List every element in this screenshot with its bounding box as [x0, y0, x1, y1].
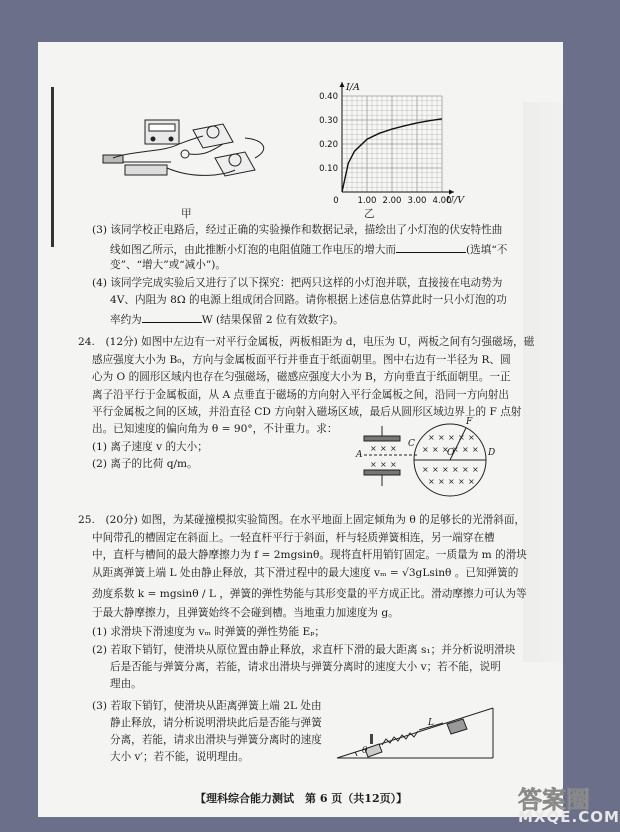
fig24-label-O: O — [447, 448, 455, 458]
fig24-label-C: C — [408, 439, 415, 449]
p25-question-2-line-1: (2) 若取下销钉，使滑块从原位置由静止释放，求直杆下滑的最大距离 s₁；并分析说明滑块 — [92, 644, 516, 656]
svg-text:×: × — [462, 465, 469, 474]
watermark-logo-text: 答案圈 — [518, 786, 590, 814]
svg-text:×: × — [438, 477, 445, 486]
svg-text:×: × — [438, 433, 445, 442]
q4-line-3-text: 率约为 — [110, 314, 142, 326]
magnetic-field-figure-24 — [358, 420, 498, 505]
page-fold-mark — [51, 87, 54, 247]
graph-y-tick-label: 0.20 — [319, 140, 338, 150]
p25-question-3-line-2: 静止释放，请分析说明滑块此后是否能与弹簧 — [110, 717, 322, 729]
p24-question-2: (2) 离子的比荷 q/m。 — [92, 458, 198, 470]
p25-question-1: (1) 求滑块下滑速度为 vₘ 时弹簧的弹性势能 Eₚ； — [92, 626, 326, 638]
p25-line-4: 从距离弹簧上端 L 处由静止释放，其下滑过程中的最大速度 vₘ = √3gLsinθ 。已知弹簧的 — [92, 567, 519, 579]
p25-line-1: 25. (20分) 如图，为某碰撞模拟实验简图。在水平地面上固定倾角为 θ 的足够长的光滑斜面， — [78, 514, 526, 526]
bleed-through-strip — [523, 102, 563, 662]
p25-line-2: 中间带孔的槽固定在斜面上。一轻直杆平行于斜面，杆与轻质弹簧相连，另一端穿在槽 — [92, 532, 495, 544]
p25-line-6: 于最大静摩擦力，且弹簧始终不会碰到槽。当地重力加速度为 g。 — [92, 607, 399, 619]
svg-text:×: × — [452, 465, 459, 474]
p24-line-2: 感应强度大小为 B₀，方向与金属板面平行并垂直于纸面朝里。图中右边有一半径为 R、圆 — [92, 354, 511, 366]
graph-y-arrow — [340, 82, 345, 87]
graph-x-tick-label: 4.00 — [432, 196, 452, 206]
fig24-label-A: A — [356, 450, 363, 460]
svg-text:×: × — [380, 444, 387, 453]
p25-question-3-line-4: 大小 v′；若不能，说明理由。 — [110, 751, 249, 763]
fig25-label-L: L — [428, 718, 434, 728]
svg-text:×: × — [422, 465, 429, 474]
svg-text:×: × — [390, 444, 397, 453]
svg-text:×: × — [472, 465, 479, 474]
graph-x-tick-label: 3.00 — [407, 196, 427, 206]
q4-line-3-tail: W (结果保留 2 位有效数字)。 — [201, 314, 344, 326]
p25-line-5: 劲度系数 k = mgsinθ / L ，弹簧的弹性势能与其形变量的平方成正比。滑动摩擦力可认为等 — [92, 588, 527, 600]
graph-x-tick-label: 0 — [333, 196, 339, 206]
graph-y-axis-label: I/A — [346, 82, 360, 93]
svg-text:×: × — [458, 433, 465, 442]
p24-question-1: (1) 离子速度 v 的大小； — [92, 441, 208, 453]
q3-line-2-text: 线如图乙所示，由此推断小灯泡的电阻值随工作电压的增大而 — [110, 244, 397, 256]
figure-label-yi: 乙 — [364, 208, 375, 220]
svg-text:×: × — [432, 445, 439, 454]
graph-y-tick-label: 0.40 — [319, 92, 338, 102]
q3-line-3: 变”、“增大”或“减小”)。 — [110, 259, 226, 271]
figure-label-jia: 甲 — [181, 208, 192, 220]
incline-spring-figure-25 — [335, 690, 495, 762]
iu-graph-yi — [300, 80, 480, 220]
p25-question-3-line-3: 分离，若能，请求出滑块与弹簧分离时的速度 — [110, 734, 322, 746]
q4-line-2: 4V、内阻为 8Ω 的电源上组成闭合回路。请你根据上述信息估算此时一只小灯泡的功 — [110, 294, 507, 306]
q4-answer-blank — [142, 310, 202, 323]
svg-text:×: × — [448, 433, 455, 442]
svg-text:×: × — [422, 445, 429, 454]
svg-text:×: × — [472, 445, 479, 454]
fig24-label-F: F — [466, 417, 473, 427]
p24-line-3: 心为 O 的圆形区域内也存在匀强磁场，磁感应强度大小为 B，方向垂直于纸面朝里。一正 — [92, 371, 511, 383]
p24-line-6: 出。已知速度的偏向角为 θ = 90°，不计重力。求： — [92, 423, 338, 435]
svg-text:×: × — [468, 433, 475, 442]
q3-line-2-tail: (选填“不 — [466, 244, 508, 256]
svg-text:×: × — [458, 477, 465, 486]
graph-y-tick-label: 0.10 — [319, 164, 338, 174]
fig25-label-theta: θ — [362, 746, 368, 756]
graph-x-tick-label: 2.00 — [382, 196, 402, 206]
q4-line-3 — [110, 310, 344, 330]
p24-line-4: 离子沿平行于金属板面，从 A 点垂直于磁场的方向射入平行金属板之间，沿同一方向射出 — [92, 389, 509, 401]
svg-text:×: × — [442, 445, 449, 454]
svg-text:×: × — [468, 477, 475, 486]
p25-question-2-line-2: 后是否能与弹簧分离，若能，请求出滑块与弹簧分离时的速度大小 v；若不能，说明 — [110, 661, 501, 673]
svg-text:×: × — [452, 445, 459, 454]
watermark-url: MXQE.COM — [518, 808, 620, 826]
p25-question-3-line-1: (3) 若取下销钉，使滑块从距离弹簧上端 2L 处由 — [92, 700, 322, 712]
p25-line-3: 中，直杆与槽间的最大静摩擦力为 f = 2mgsinθ。现将直杆用销钉固定。一质量为 m 的滑块 — [92, 549, 527, 561]
q3-line-1: (3) 该同学校正电路后，经过正确的实验操作和数据记录，描绘出了小灯泡的伏安特性曲 — [92, 224, 503, 236]
svg-text:×: × — [442, 465, 449, 474]
svg-text:×: × — [428, 477, 435, 486]
svg-text:×: × — [370, 444, 377, 453]
page-footer: 【理科综合能力测试 第 6 页（共12页）】 — [195, 792, 408, 805]
p25-question-2-line-3: 理由。 — [110, 678, 142, 690]
svg-text:×: × — [432, 465, 439, 474]
svg-text:×: × — [380, 460, 387, 469]
graph-x-arrow — [449, 190, 454, 195]
svg-text:×: × — [428, 433, 435, 442]
p24-line-1: 24. (12分) 如图中左边有一对平行金属板，两板相距为 d，电压为 U，两板之间有匀强磁场，磁 — [78, 336, 535, 348]
graph-x-tick-label: 1.00 — [357, 196, 377, 206]
svg-text:×: × — [448, 477, 455, 486]
graph-y-tick-label: 0.30 — [319, 116, 338, 126]
circuit-figure-jia — [95, 110, 295, 200]
p24-line-5: 平行金属板之间的区域，并沿直径 CD 方向射入磁场区域，最后从圆形区域边界上的 F 点射 — [92, 406, 522, 418]
graph-x-axis-label: U/V — [446, 195, 465, 206]
q4-line-1: (4) 该同学完成实验后又进行了以下探究：把两只这样的小灯泡并联，直接接在电动势为 — [92, 277, 503, 289]
svg-text:×: × — [370, 460, 377, 469]
fig24-label-D: D — [488, 448, 496, 458]
svg-text:×: × — [390, 460, 397, 469]
q3-answer-blank — [396, 240, 466, 253]
svg-text:×: × — [462, 445, 469, 454]
